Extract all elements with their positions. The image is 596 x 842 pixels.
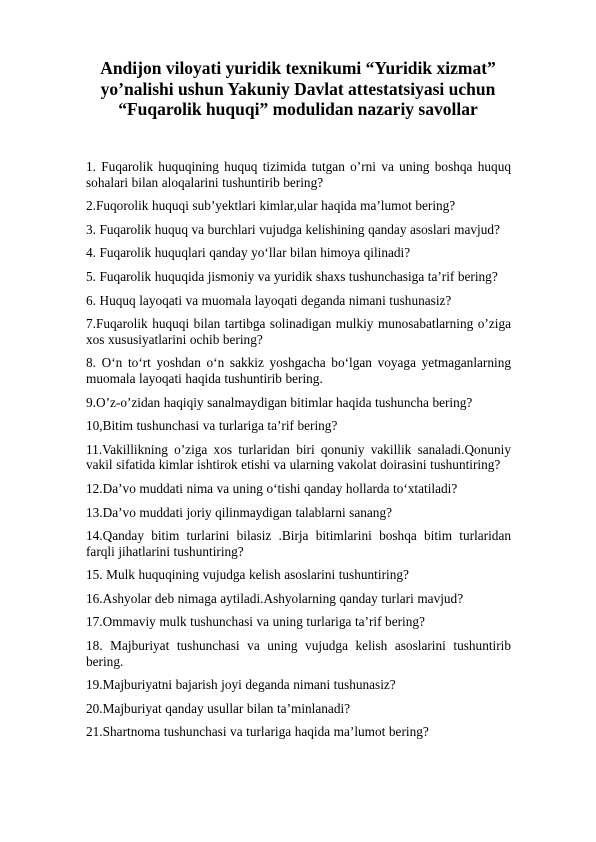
question-item: 11.Vakillikning o’ziga xos turlaridan biri qonuniy vakillik sanaladi.Qonuniy vakil sifatida kimlar ishtirok etishi va ularning vakolat doirasini tushuntiring? xyxy=(86,441,511,473)
question-item: 6. Huquq layoqati va muomala layoqati deganda nimani tushunasiz? xyxy=(86,292,452,308)
question-item: 15. Mulk huquqining vujudga kelish asoslarini tushuntiring? xyxy=(86,567,409,583)
question-item: 1. Fuqarolik huquqining huquq tizimida tutgan o’rni va uning boshqa huquq sohalari bilan aloqalarini tushuntirib bering? xyxy=(86,159,511,190)
question-item: 9.O’z-o’zidan haqiqiy sanalmaydigan bitimlar haqida tushuncha bering? xyxy=(86,394,473,410)
question-item: 21.Shartnoma tushunchasi va turlariga haqida ma’lumot bering? xyxy=(86,724,429,740)
question-item: 4. Fuqarolik huquqlari qanday yo‘llar bilan himoya qilinadi? xyxy=(86,245,411,261)
question-item: 16.Ashyolar deb nimaga aytiladi.Ashyolarning qanday turlari mavjud? xyxy=(86,590,464,606)
question-item: 18. Majburiyat tushunchasi va uning vujudga kelish asoslarini tushuntirib bering. xyxy=(86,638,511,669)
question-item: 14.Qanday bitim turlarini bilasiz .Birja bitimlarini boshqa bitim turlaridan farqli jihatlarini tushuntiring? xyxy=(86,528,511,559)
question-list xyxy=(86,159,511,748)
question-item: 17.Ommaviy mulk tushunchasi va uning turlariga ta’rif bering? xyxy=(86,614,425,630)
title-line-1: Andijon viloyati yuridik texnikumi “Yuridik xizmat” xyxy=(100,58,496,78)
title-line-3: “Fuqarolik huquqi” modulidan nazariy savollar xyxy=(118,99,478,119)
question-item: 5. Fuqarolik huquqida jismoniy va yuridik shaxs tushunchasiga ta’rif bering? xyxy=(86,268,498,284)
question-item: 2.Fuqorolik huquqi sub’yektlari kimlar,ular haqida ma’lumot bering? xyxy=(86,198,456,214)
question-item: 8. O‘n to‘rt yoshdan o‘n sakkiz yoshgacha bo‘lgan voyaga yetmaganlarning muomala layoqati haqida tushuntirib bering. xyxy=(86,355,511,386)
question-item: 19.Majburiyatni bajarish joyi deganda nimani tushunasiz? xyxy=(86,677,396,693)
question-item: 13.Da’vo muddati joriy qilinmaydigan talablarni sanang? xyxy=(86,504,393,520)
document-title xyxy=(90,58,506,120)
question-item: 3. Fuqarolik huquq va burchlari vujudga kelishining qanday asoslari mavjud? xyxy=(86,221,500,237)
question-item: 7.Fuqarolik huquqi bilan tartibga solinadigan mulkiy munosabatlarning o’ziga xos xususiyatlarini ochib bering? xyxy=(86,316,511,347)
question-item: 20.Majburiyat qanday usullar bilan ta’minlanadi? xyxy=(86,700,351,716)
question-item: 12.Da’vo muddati nima va uning o‘tishi qanday hollarda to‘xtatiladi? xyxy=(86,480,458,496)
title-line-2: yo’nalishi ushun Yakuniy Davlat attestatsiyasi uchun xyxy=(100,78,496,99)
question-item: 10,Bitim tushunchasi va turlariga ta’rif bering? xyxy=(86,418,338,434)
